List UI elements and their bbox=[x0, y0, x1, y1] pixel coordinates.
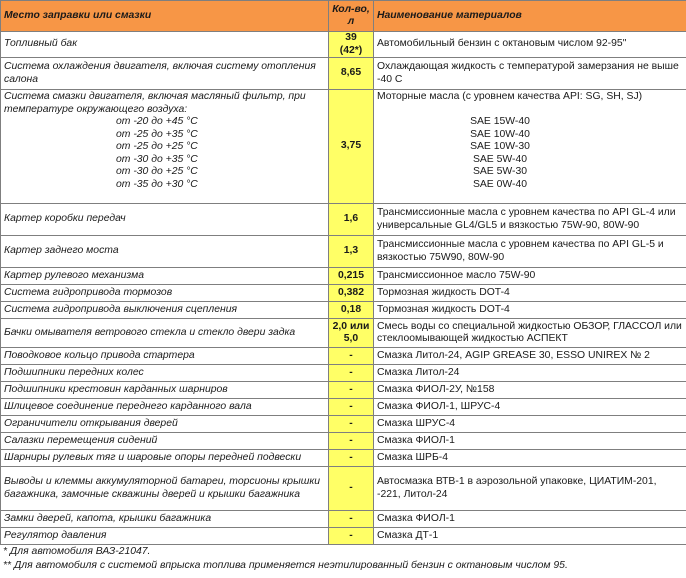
material-text: Моторные масла (с уровнем качества API: SG, SH, SJ) bbox=[377, 91, 643, 102]
temp-range: от -20 до +45 °С bbox=[116, 116, 198, 127]
material-cell: Тормозная жидкость DOT-4 bbox=[374, 302, 686, 319]
qty-cell: - bbox=[329, 450, 374, 467]
qty-cell: - bbox=[329, 511, 374, 528]
material-cell: Смазка ФИОЛ-1, ШРУС-4 bbox=[374, 399, 686, 416]
table-row bbox=[1, 433, 686, 450]
place-cell: Система гидропривода выключения сцепления bbox=[1, 302, 329, 319]
material-cell: Смазка Литол-24 bbox=[374, 365, 686, 382]
table-row bbox=[1, 58, 686, 90]
place-cell: Регулятор давления bbox=[1, 528, 329, 545]
footnote: ** Для автомобиля с системой впрыска топлива применяется неэтилированный бензин с октановым числом 95. bbox=[3, 560, 568, 571]
material-cell: Тормозная жидкость DOT-4 bbox=[374, 285, 686, 302]
place-text: Система смазки двигателя, включая масляный фильтр, при температуре окружающего воздуха: bbox=[4, 91, 306, 115]
table-row bbox=[1, 399, 686, 416]
material-cell: Автосмазка ВТВ-1 в аэрозольной упаковке, ЦИАТИМ-201, -221, Литол-24 bbox=[374, 467, 686, 511]
table-row bbox=[1, 348, 686, 365]
temp-range: от -30 до +25 °С bbox=[116, 166, 198, 177]
place-cell: Выводы и клеммы аккумуляторной батареи, торсионы крышки багажника, замочные скважины дверей и крышки багажника bbox=[1, 467, 329, 511]
material-cell: Смазка ШРБ-4 bbox=[374, 450, 686, 467]
qty-cell: - bbox=[329, 382, 374, 399]
qty-cell: - bbox=[329, 528, 374, 545]
material-cell: Смазка ФИОЛ-1 bbox=[374, 433, 686, 450]
place-cell: Салазки перемещения сидений bbox=[1, 433, 329, 450]
qty-cell: 0,215 bbox=[329, 268, 374, 285]
temp-range: от -25 до +25 °С bbox=[116, 141, 198, 152]
place-cell: Подшипники крестовин карданных шарниров bbox=[1, 382, 329, 399]
qty-cell: 3,75 bbox=[329, 90, 374, 204]
oil-grade: SAE 10W-40 bbox=[470, 128, 530, 140]
table-row bbox=[1, 450, 686, 467]
qty-cell: - bbox=[329, 467, 374, 511]
qty-cell: - bbox=[329, 365, 374, 382]
qty-cell: 1,6 bbox=[329, 204, 374, 236]
oil-grade: SAE 0W-40 bbox=[472, 178, 528, 190]
qty-cell: 8,65 bbox=[329, 58, 374, 90]
material-cell: Автомобильный бензин с октановым числом 92-95" bbox=[374, 32, 686, 58]
place-cell: Топливный бак bbox=[1, 32, 329, 58]
header-place: Место заправки или смазки bbox=[1, 1, 329, 32]
table-row bbox=[1, 382, 686, 399]
place-cell: Ограничители открывания дверей bbox=[1, 416, 329, 433]
table-row bbox=[1, 416, 686, 433]
table-row bbox=[1, 285, 686, 302]
place-cell: Система гидропривода тормозов bbox=[1, 285, 329, 302]
qty-cell: 0,382 bbox=[329, 285, 374, 302]
qty-cell: 1,3 bbox=[329, 236, 374, 268]
qty-cell: - bbox=[329, 399, 374, 416]
place-cell: Замки дверей, капота, крышки багажника bbox=[1, 511, 329, 528]
table-row bbox=[1, 365, 686, 382]
place-cell: Бачки омывателя ветрового стекла и стекло двери задка bbox=[1, 319, 329, 348]
place-cell: Шлицевое соединение переднего карданного вала bbox=[1, 399, 329, 416]
place-cell: Поводковое кольцо привода стартера bbox=[1, 348, 329, 365]
material-cell: Охлаждающая жидкость с температурой замерзания не выше -40 С bbox=[374, 58, 686, 90]
footnotes bbox=[0, 545, 686, 573]
material-cell: Смазка ШРУС-4 bbox=[374, 416, 686, 433]
table-row bbox=[1, 467, 686, 511]
qty-cell: 0,18 bbox=[329, 302, 374, 319]
material-cell: Трансмиссионные масла с уровнем качества по API GL-4 или универсальные GL4/GL5 и вязкостью 75W-90, 80W-90 bbox=[374, 204, 686, 236]
table-row bbox=[1, 319, 686, 348]
qty-cell: 39 (42*) bbox=[329, 32, 374, 58]
material-cell: Трансмиссионные масла с уровнем качества по API GL-5 и вязкостью 75W90, 80W-90 bbox=[374, 236, 686, 268]
oil-grade: SAE 5W-30 bbox=[472, 166, 528, 177]
place-cell: Подшипники передних колес bbox=[1, 365, 329, 382]
material-cell: Смазка Литол-24, AGIP GREASE 30, ESSO UNIREX № 2 bbox=[374, 348, 686, 365]
table-row bbox=[1, 302, 686, 319]
qty-cell: - bbox=[329, 348, 374, 365]
place-cell: Картер рулевого механизма bbox=[1, 268, 329, 285]
qty-cell: - bbox=[329, 416, 374, 433]
oil-grade: SAE 5W-40 bbox=[472, 153, 528, 165]
place-cell bbox=[1, 90, 329, 204]
table-row bbox=[1, 511, 686, 528]
table-row bbox=[1, 90, 686, 204]
material-cell: Смесь воды со специальной жидкостью ОБЗОР, ГЛАССОЛ или стеклоомывающей жидкостью АСПЕКТ bbox=[374, 319, 686, 348]
material-cell bbox=[374, 90, 686, 204]
temp-range: от -30 до +35 °С bbox=[116, 153, 198, 165]
place-cell: Шарниры рулевых тяг и шаровые опоры передней подвески bbox=[1, 450, 329, 467]
table-row bbox=[1, 528, 686, 545]
table-header-row bbox=[1, 1, 686, 32]
oil-grade: SAE 10W-30 bbox=[470, 141, 530, 152]
material-cell: Смазка ФИОЛ-2У, №158 bbox=[374, 382, 686, 399]
header-qty: Кол-во, л bbox=[329, 1, 374, 32]
table-row bbox=[1, 236, 686, 268]
temp-range: от -35 до +30 °С bbox=[116, 178, 198, 190]
footnote: * Для автомобиля ВАЗ-21047. bbox=[3, 546, 151, 557]
table-row bbox=[1, 268, 686, 285]
place-cell: Картер коробки передач bbox=[1, 204, 329, 236]
material-cell: Трансмиссионное масло 75W-90 bbox=[374, 268, 686, 285]
place-cell: Картер заднего моста bbox=[1, 236, 329, 268]
header-material: Наименование материалов bbox=[374, 1, 686, 32]
material-cell: Смазка ДТ-1 bbox=[374, 528, 686, 545]
place-cell: Система охлаждения двигателя, включая систему отопления салона bbox=[1, 58, 329, 90]
temp-range: от -25 до +35 °С bbox=[116, 128, 198, 140]
oil-grade: SAE 15W-40 bbox=[470, 116, 530, 127]
material-cell: Смазка ФИОЛ-1 bbox=[374, 511, 686, 528]
table-row bbox=[1, 204, 686, 236]
table-row bbox=[1, 32, 686, 58]
qty-cell: 2,0 или 5,0 bbox=[329, 319, 374, 348]
qty-cell: - bbox=[329, 433, 374, 450]
